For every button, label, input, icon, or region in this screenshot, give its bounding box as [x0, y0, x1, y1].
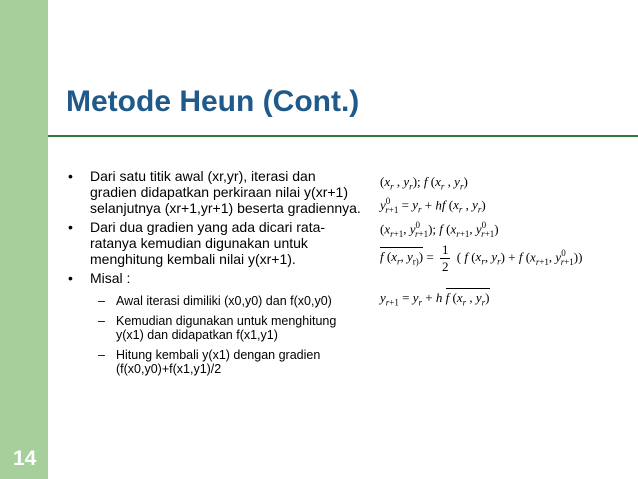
- bullet-text: Dari satu titik awal (xr,yr), iterasi dan gradien didapatkan perkiraan nilai y(xr+1) selanjutnya (xr+1,yr+1) beserta gradiennya.: [90, 168, 361, 216]
- sub-bullet-item: [90, 294, 366, 308]
- sub-bullet-item: [90, 348, 366, 376]
- page-number: 14: [13, 447, 37, 470]
- bullet-item: [66, 168, 366, 216]
- bullet-icon: •: [68, 219, 73, 235]
- sidebar-band: [0, 0, 48, 479]
- equation-3: ($x_{r+1}$, $y^0_{r+1}$); f ($x_{r+1}$, $y^0_{r+1}$): [380, 220, 499, 239]
- equation-5: $y_{r+1} = y_r + h$ f ($x_r$ , $y_r$): [380, 290, 490, 308]
- bullet-text: Dari dua gradien yang ada dicari rata-ratanya kemudian digunakan untuk menghitung kembali nilai y(xr+1).: [90, 219, 326, 267]
- equation-1: ($x_r$ , $y_r$); f ($x_r$ , $y_r$): [380, 174, 468, 192]
- sub-bullet-text: Awal iterasi dimiliki (x0,y0) dan f(x0,y0): [116, 294, 332, 308]
- sub-bullet-item: [90, 314, 366, 342]
- bullet-item: [66, 270, 366, 376]
- sub-bullet-text: Kemudian digunakan untuk menghitung y(x1) dan didapatkan f(x1,y1): [116, 314, 337, 342]
- bullet-icon: •: [68, 168, 73, 184]
- dash-icon: –: [98, 294, 105, 308]
- bullet-list: [66, 168, 366, 382]
- sub-bullet-list: [90, 294, 366, 376]
- equation-4: f ($x_r$, $y_{r)}$) = $\frac{1}{2}$ ( f ($x_r$, $y_r) + f$ ($x_{r+1}$, $y^0_{r+1}$)): [380, 242, 583, 274]
- equation-2: $y^0_{r+1} = y_r$ + hf ($x_r$ , $y_r$): [380, 196, 486, 215]
- title-divider: [48, 135, 638, 137]
- slide-title: Metode Heun (Cont.): [66, 85, 360, 118]
- dash-icon: –: [98, 314, 105, 328]
- dash-icon: –: [98, 348, 105, 362]
- sub-bullet-text: Hitung kembali y(x1) dengan gradien (f(x0,y0)+f(x1,y1)/2: [116, 348, 321, 376]
- bullet-icon: •: [68, 270, 73, 286]
- bullet-item: [66, 219, 366, 267]
- one-half-fraction: $\frac{1}{2}$: [441, 242, 449, 274]
- bullet-text: Misal :: [90, 270, 131, 286]
